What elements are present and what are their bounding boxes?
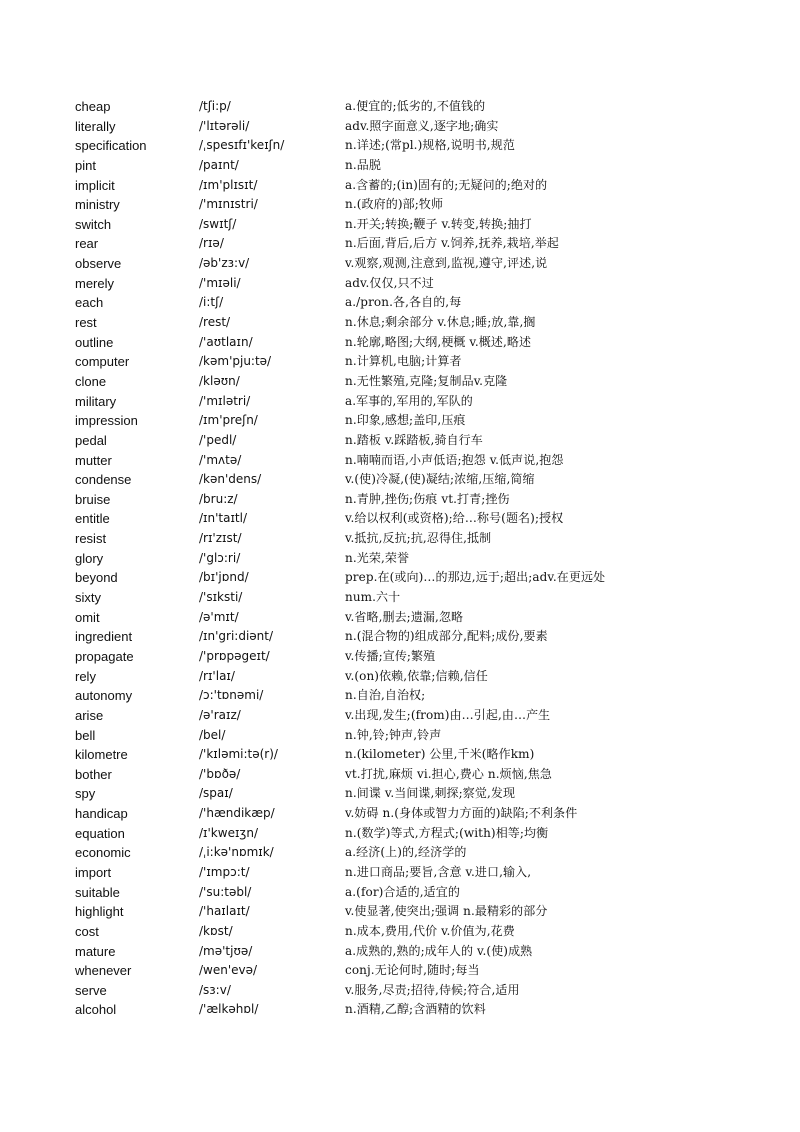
vocab-entry (75, 470, 775, 490)
entry-word: military (75, 393, 117, 409)
entry-phonetic: /'prɒpəgeɪt/ (199, 648, 270, 663)
entry-phonetic: /'lɪtərəli/ (199, 118, 250, 133)
entry-definition: v.观察,观测,注意到,监视,遵守,评述,说 (345, 256, 548, 271)
entry-phonetic: /'mɪnɪstri/ (199, 197, 258, 212)
entry-phonetic: /'haɪlaɪt/ (199, 904, 250, 919)
entry-word: whenever (75, 963, 132, 979)
entry-word: pedal (75, 432, 107, 448)
vocab-entry (75, 451, 775, 471)
entry-word: rely (75, 668, 96, 684)
entry-phonetic: /'mʌtə/ (199, 452, 242, 467)
entry-word: omit (75, 609, 100, 625)
entry-phonetic: /ə'raɪz/ (199, 707, 241, 722)
vocab-entry (75, 843, 775, 863)
vocab-entry (75, 765, 775, 785)
entry-phonetic: /ˌspesɪfɪ'keɪʃn/ (199, 138, 285, 153)
vocab-entry (75, 647, 775, 667)
vocab-entry (75, 902, 775, 922)
entry-definition: n.品脱 (345, 157, 381, 172)
entry-word: bruise (75, 491, 111, 507)
entry-word: each (75, 295, 104, 311)
entry-phonetic: /tʃi:p/ (199, 99, 231, 113)
vocab-entry (75, 686, 775, 706)
entry-phonetic: /'glɔ:ri/ (199, 550, 241, 565)
entry-definition: vt.打扰,麻烦 vi.担心,费心 n.烦恼,焦急 (345, 766, 552, 781)
entry-phonetic: /'mɪəli/ (199, 275, 241, 290)
entry-phonetic: /i:tʃ/ (199, 295, 224, 310)
entry-word: serve (75, 982, 107, 998)
entry-word: switch (75, 216, 112, 232)
vocab-entry (75, 608, 775, 628)
entry-phonetic: /'sɪksti/ (199, 590, 243, 605)
entry-definition: v.(on)依赖,依靠;信赖,信任 (345, 668, 488, 683)
entry-phonetic: /ɪm'plɪsɪt/ (199, 177, 258, 192)
entry-word: observe (75, 256, 122, 272)
vocab-entry (75, 568, 775, 588)
vocab-entry (75, 234, 775, 254)
entry-definition: adv.照字面意义,逐字地;确实 (345, 118, 499, 133)
vocab-entry (75, 588, 775, 608)
vocab-entry (75, 156, 775, 176)
vocab-entry (75, 136, 775, 156)
entry-phonetic: /ɪn'gri:diənt/ (199, 629, 274, 644)
entry-word: merely (75, 275, 115, 291)
entry-word: rear (75, 236, 99, 252)
entry-phonetic: /rɪ'laɪ/ (199, 668, 235, 683)
vocab-entry (75, 411, 775, 431)
vocab-entry (75, 726, 775, 746)
entry-phonetic: /əb'zɜ:v/ (199, 256, 250, 271)
entry-definition: num.六十 (345, 590, 401, 605)
vocab-entry (75, 824, 775, 844)
entry-word: impression (75, 413, 138, 429)
entry-definition: n.踏板 v.踩踏板,骑自行车 (345, 432, 483, 447)
entry-phonetic: /'pedl/ (199, 432, 237, 447)
entry-word: specification (75, 138, 147, 154)
entry-phonetic: /ə'mɪt/ (199, 609, 239, 624)
entry-phonetic: /'aʊtlaɪn/ (199, 334, 253, 349)
vocab-entry (75, 863, 775, 883)
entry-word: equation (75, 825, 125, 841)
entry-phonetic: /kən'dens/ (199, 472, 262, 487)
entry-definition: n.间谍 v.当间谍,刺探;察觉,发现 (345, 786, 516, 801)
entry-definition: conj.无论何时,随时;每当 (345, 963, 480, 978)
entry-word: ministry (75, 197, 120, 213)
entry-phonetic: /wen'evə/ (199, 963, 258, 978)
entry-definition: a.经济(上)的,经济学的 (345, 845, 467, 860)
vocab-entry (75, 274, 775, 294)
vocab-entry (75, 549, 775, 569)
entry-definition: a.含蓄的;(in)固有的;无疑问的;绝对的 (345, 177, 548, 192)
entry-definition: n.(混合物的)组成部分,配料;成份,要素 (345, 629, 548, 644)
entry-definition: n.成本,费用,代价 v.价值为,花费 (345, 923, 515, 938)
entry-phonetic: /sɜ:v/ (199, 982, 231, 997)
entry-phonetic: /rɪ'zɪst/ (199, 531, 242, 546)
entry-word: kilometre (75, 747, 128, 763)
entry-word: import (75, 864, 112, 880)
entry-definition: n.喃喃而语,小声低语;抱怨 v.低声说,抱怨 (345, 452, 564, 467)
entry-definition: n.(数学)等式,方程式;(with)相等;均衡 (345, 825, 549, 840)
entry-phonetic: /'ælkəhɒl/ (199, 1002, 259, 1017)
entry-phonetic: /swɪtʃ/ (199, 216, 237, 231)
entry-word: ingredient (75, 629, 133, 645)
entry-definition: v.给以权利(或资格);给…称号(题名);授权 (345, 511, 564, 526)
entry-definition: prep.在(或向)…的那边,远于;超出;adv.在更远处 (345, 570, 606, 585)
vocab-entry (75, 293, 775, 313)
entry-word: bell (75, 727, 96, 743)
entry-word: sixty (75, 590, 101, 606)
vocab-entry (75, 392, 775, 412)
vocab-entry (75, 254, 775, 274)
entry-definition: n.自治,自治权; (345, 688, 426, 703)
vocab-entry (75, 745, 775, 765)
vocab-entry (75, 195, 775, 215)
entry-word: resist (75, 531, 107, 547)
vocab-entry (75, 117, 775, 137)
vocab-entry (75, 804, 775, 824)
vocab-entry (75, 627, 775, 647)
vocab-entry (75, 922, 775, 942)
entry-definition: a.(for)合适的,适宜的 (345, 884, 460, 899)
entry-word: mutter (75, 452, 112, 468)
vocab-entry (75, 529, 775, 549)
entry-word: handicap (75, 806, 128, 822)
entry-phonetic: /'hændikæp/ (199, 806, 275, 821)
entry-word: propagate (75, 648, 134, 664)
vocab-entry (75, 431, 775, 451)
entry-phonetic: /bru:z/ (199, 491, 238, 506)
entry-definition: a./pron.各,各自的,每 (345, 295, 462, 310)
entry-definition: n.(kilometer) 公里,千米(略作km) (345, 747, 535, 762)
entry-definition: n.酒精,乙醇;含酒精的饮料 (345, 1002, 486, 1017)
entry-definition: a.便宜的;低劣的,不值钱的 (345, 99, 486, 113)
vocab-entry (75, 667, 775, 687)
vocab-entry (75, 961, 775, 981)
entry-definition: v.妨碍 n.(身体或智力方面的)缺陷;不利条件 (345, 806, 578, 821)
vocabulary-list (75, 97, 775, 1020)
vocab-entry (75, 372, 775, 392)
vocab-entry (75, 97, 775, 117)
vocab-entry (75, 509, 775, 529)
entry-definition: n.后面,背后,后方 v.饲养,抚养,栽培,举起 (345, 236, 560, 251)
vocab-entry (75, 352, 775, 372)
entry-word: bother (75, 766, 112, 782)
entry-phonetic: /kləʊn/ (199, 373, 240, 388)
entry-definition: v.抵抗,反抗;抗,忍得住,抵制 (345, 531, 492, 546)
entry-phonetic: /ɪm'preʃn/ (199, 413, 258, 428)
vocab-entry (75, 333, 775, 353)
entry-word: cheap (75, 99, 111, 114)
entry-definition: v.省略,删去;遗漏,忽略 (345, 609, 464, 624)
entry-phonetic: /mə'tjʊə/ (199, 943, 253, 958)
vocab-entry (75, 784, 775, 804)
vocab-entry (75, 490, 775, 510)
vocab-entry (75, 706, 775, 726)
entry-definition: n.印象,感想;盖印,压痕 (345, 413, 466, 428)
entry-definition: n.青肿,挫伤;伤痕 vt.打青;挫伤 (345, 491, 510, 506)
entry-phonetic: /'bɒðə/ (199, 766, 241, 781)
entry-definition: v.服务,尽责;招待,侍候;符合,适用 (345, 982, 520, 997)
entry-phonetic: /'ɪmpɔ:t/ (199, 864, 250, 879)
entry-word: autonomy (75, 688, 133, 704)
entry-word: beyond (75, 570, 118, 586)
vocab-entry (75, 981, 775, 1001)
vocab-entry (75, 313, 775, 333)
entry-definition: n.钟,铃;钟声,铃声 (345, 727, 442, 742)
vocab-entry (75, 176, 775, 196)
entry-definition: n.开关;转换;鞭子 v.转变,转换;抽打 (345, 216, 532, 231)
entry-definition: a.军事的,军用的,军队的 (345, 393, 473, 408)
entry-definition: v.出现,发生;(from)由…引起,由…产生 (345, 707, 551, 722)
entry-definition: n.轮廓,略图;大纲,梗概 v.概述,略述 (345, 334, 532, 349)
entry-definition: n.无性繁殖,克隆;复制品v.克隆 (345, 373, 508, 388)
entry-phonetic: /ɪ'kweɪʒn/ (199, 825, 258, 840)
entry-word: literally (75, 118, 116, 134)
entry-phonetic: /kəm'pju:tə/ (199, 354, 272, 369)
vocab-entry (75, 942, 775, 962)
entry-definition: n.计算机,电脑;计算者 (345, 354, 462, 369)
entry-word: spy (75, 786, 96, 802)
entry-word: mature (75, 943, 116, 959)
entry-word: clone (75, 373, 107, 389)
entry-phonetic: /spaɪ/ (199, 786, 233, 801)
entry-phonetic: /'kɪləmi:tə(r)/ (199, 747, 278, 762)
vocab-entry (75, 1000, 775, 1020)
entry-definition: adv.仅仅,只不过 (345, 275, 434, 290)
entry-definition: v.使显著,使突出;强调 n.最精彩的部分 (345, 904, 548, 919)
entry-definition: n.详述;(常pl.)规格,说明书,规范 (345, 138, 515, 153)
entry-phonetic: /rest/ (199, 315, 231, 330)
entry-phonetic: /bel/ (199, 727, 226, 742)
entry-word: computer (75, 354, 130, 370)
entry-definition: n.进口商品;要旨,含意 v.进口,输入, (345, 864, 532, 879)
entry-phonetic: /kɒst/ (199, 923, 233, 938)
entry-word: entitle (75, 511, 110, 527)
entry-phonetic: /'mɪlətri/ (199, 393, 251, 408)
entry-word: implicit (75, 177, 115, 193)
entry-phonetic: /bɪ'jɒnd/ (199, 570, 249, 585)
entry-word: economic (75, 845, 131, 861)
vocab-entry (75, 883, 775, 903)
entry-word: suitable (75, 884, 120, 900)
entry-phonetic: /ɔ:'tɒnəmi/ (199, 688, 264, 703)
entry-word: rest (75, 315, 97, 331)
entry-phonetic: /rɪə/ (199, 236, 224, 251)
entry-definition: n.休息;剩余部分 v.休息;睡;放,靠,搁 (345, 315, 536, 330)
entry-word: highlight (75, 904, 124, 920)
entry-word: arise (75, 707, 104, 723)
entry-definition: a.成熟的,熟的;成年人的 v.(使)成熟 (345, 943, 533, 958)
entry-word: pint (75, 157, 96, 173)
entry-phonetic: /ˌi:kə'nɒmɪk/ (199, 845, 274, 860)
vocab-entry (75, 215, 775, 235)
entry-definition: n.(政府的)部;牧师 (345, 197, 444, 212)
entry-definition: v.(使)冷凝,(使)凝结;浓缩,压缩,简缩 (345, 472, 535, 487)
entry-word: glory (75, 550, 104, 566)
entry-phonetic: /ɪn'taɪtl/ (199, 511, 248, 526)
entry-definition: v.传播;宣传;繁殖 (345, 648, 436, 663)
entry-word: cost (75, 923, 99, 939)
entry-word: outline (75, 334, 114, 350)
entry-definition: n.光荣,荣誉 (345, 550, 410, 565)
entry-word: condense (75, 472, 132, 488)
entry-phonetic: /paɪnt/ (199, 157, 239, 172)
entry-phonetic: /'su:təbl/ (199, 884, 252, 899)
entry-word: alcohol (75, 1002, 117, 1018)
